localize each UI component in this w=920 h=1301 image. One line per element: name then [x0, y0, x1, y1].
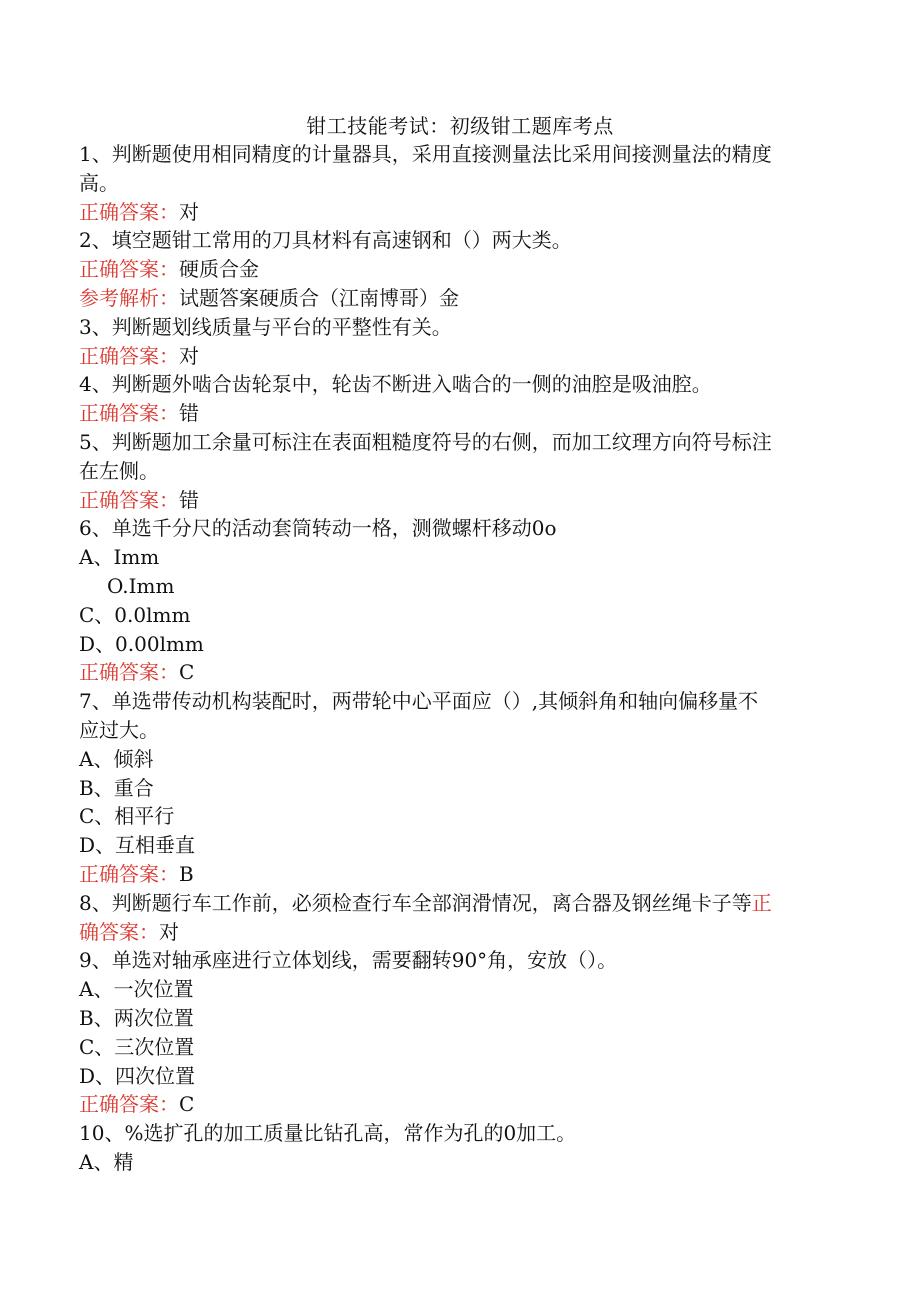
- line-text: D、0.00lmm: [79, 631, 204, 656]
- answer-label: 参考解析：: [79, 286, 179, 310]
- line-text: D、互相垂直: [79, 833, 196, 858]
- line-text: A、倾斜: [79, 746, 154, 771]
- line-text: B、重合: [79, 775, 154, 800]
- text-line: [79, 687, 839, 715]
- text-line: [79, 774, 839, 802]
- text-line: [79, 226, 839, 254]
- answer-value: C: [179, 1092, 195, 1117]
- text-line: [79, 313, 839, 341]
- option-line: [107, 572, 867, 600]
- line-text: 1、判断题使用相同精度的计量器具，采用直接测量法比采用间接测量法的精度: [79, 142, 772, 166]
- answer-label: 正确答案：: [79, 257, 179, 282]
- answer-value: 错: [179, 401, 199, 426]
- text-line: [79, 1119, 839, 1147]
- text-line: [79, 169, 839, 197]
- text-line: [79, 601, 839, 629]
- answer-value: B: [179, 862, 194, 886]
- text-line: [79, 802, 839, 830]
- answer-line: [79, 198, 839, 226]
- text-line: [79, 1062, 839, 1090]
- answer-label: 正确答案：: [79, 487, 179, 512]
- line-text: 9、单选对轴承座进行立体划线，需要翻转90°角，安放（）。: [79, 948, 618, 973]
- answer-label: 正确答案：: [79, 199, 179, 224]
- answer-line: [79, 284, 839, 312]
- line-text: D、四次位置: [79, 1063, 196, 1088]
- text-line: [79, 543, 839, 571]
- answer-value: C: [179, 660, 195, 685]
- text-line: [79, 1004, 839, 1032]
- answer-line: [79, 658, 839, 686]
- text-line: [79, 946, 839, 974]
- line-text: 高。: [79, 170, 119, 195]
- answer-value: 错: [179, 487, 199, 512]
- answer-line: [79, 918, 839, 946]
- text-line: [79, 428, 839, 456]
- text-line: [79, 140, 839, 168]
- answer-line: [79, 255, 839, 283]
- text-line: [79, 1033, 839, 1061]
- line-text: A、精: [79, 1150, 134, 1174]
- answer-line: [79, 399, 839, 427]
- line-text: O.Imm: [107, 574, 175, 598]
- line-text: 3、判断题划线质量与平台的平整性有关。: [79, 314, 452, 339]
- answer-label: 正确答案：: [79, 660, 179, 685]
- line-text: 8、判断题行车工作前，必须检查行车全部润滑情况，离合器及钢丝绳卡子等: [79, 890, 752, 915]
- text-line: [79, 889, 839, 917]
- line-text: 4、判断题外啮合齿轮泵中，轮齿不断进入啮合的一侧的油腔是吸油腔。: [79, 372, 712, 397]
- answer-label: 正确答案：: [79, 862, 179, 886]
- answer-line: [79, 860, 839, 888]
- text-line: [79, 514, 839, 542]
- answer-label: 正确答案：: [79, 343, 179, 368]
- text-line: [79, 975, 839, 1003]
- line-text: A、一次位置: [79, 977, 194, 1002]
- line-text: B、两次位置: [79, 1006, 194, 1030]
- line-text: 在左侧。: [79, 458, 159, 483]
- answer-label-fragment: 正: [751, 890, 772, 915]
- answer-label: 正确答案：: [79, 1092, 179, 1117]
- answer-value: 对: [179, 343, 199, 368]
- line-text: A、Imm: [79, 545, 160, 570]
- answer-line: [79, 486, 839, 514]
- line-text: 2、填空题钳工常用的刀具材料有高速钢和（）两大类。: [79, 228, 572, 253]
- text-line: [79, 745, 839, 773]
- line-text: 7、单选带传动机构装配时，两带轮中心平面应（）,其倾斜角和轴向偏移量不: [79, 689, 759, 714]
- line-text: 应过大。: [79, 718, 159, 742]
- answer-label: 确答案：: [79, 919, 159, 944]
- text-line: [79, 831, 839, 859]
- page-title: 钳工技能考试：初级钳工题库考点: [306, 114, 614, 138]
- text-line: [79, 1148, 839, 1176]
- answer-value: 对: [179, 199, 199, 224]
- text-line: [79, 370, 839, 398]
- answer-label: 正确答案：: [79, 401, 179, 426]
- line-text: C、三次位置: [79, 1034, 195, 1059]
- text-line: [79, 457, 839, 485]
- answer-value: 硬质合金: [179, 257, 259, 282]
- line-text: 6、单选千分尺的活动套筒转动一格，测微螺杆移动0o: [79, 516, 557, 541]
- line-text: C、相平行: [79, 804, 175, 829]
- answer-line: [79, 342, 839, 370]
- answer-value: 试题答案硬质合（江南博哥）金: [179, 286, 459, 310]
- line-text: C、0.0lmm: [79, 602, 191, 627]
- line-text: 10、%选扩孔的加工质量比钻孔高，常作为孔的0加工。: [79, 1121, 577, 1146]
- text-line: [79, 716, 839, 744]
- text-line: [79, 630, 839, 658]
- line-text: 5、判断题加工余量可标注在表面粗糙度符号的右侧，而加工纹理方向符号标注: [79, 430, 772, 454]
- answer-value: 对: [159, 919, 179, 944]
- answer-line: [79, 1090, 839, 1118]
